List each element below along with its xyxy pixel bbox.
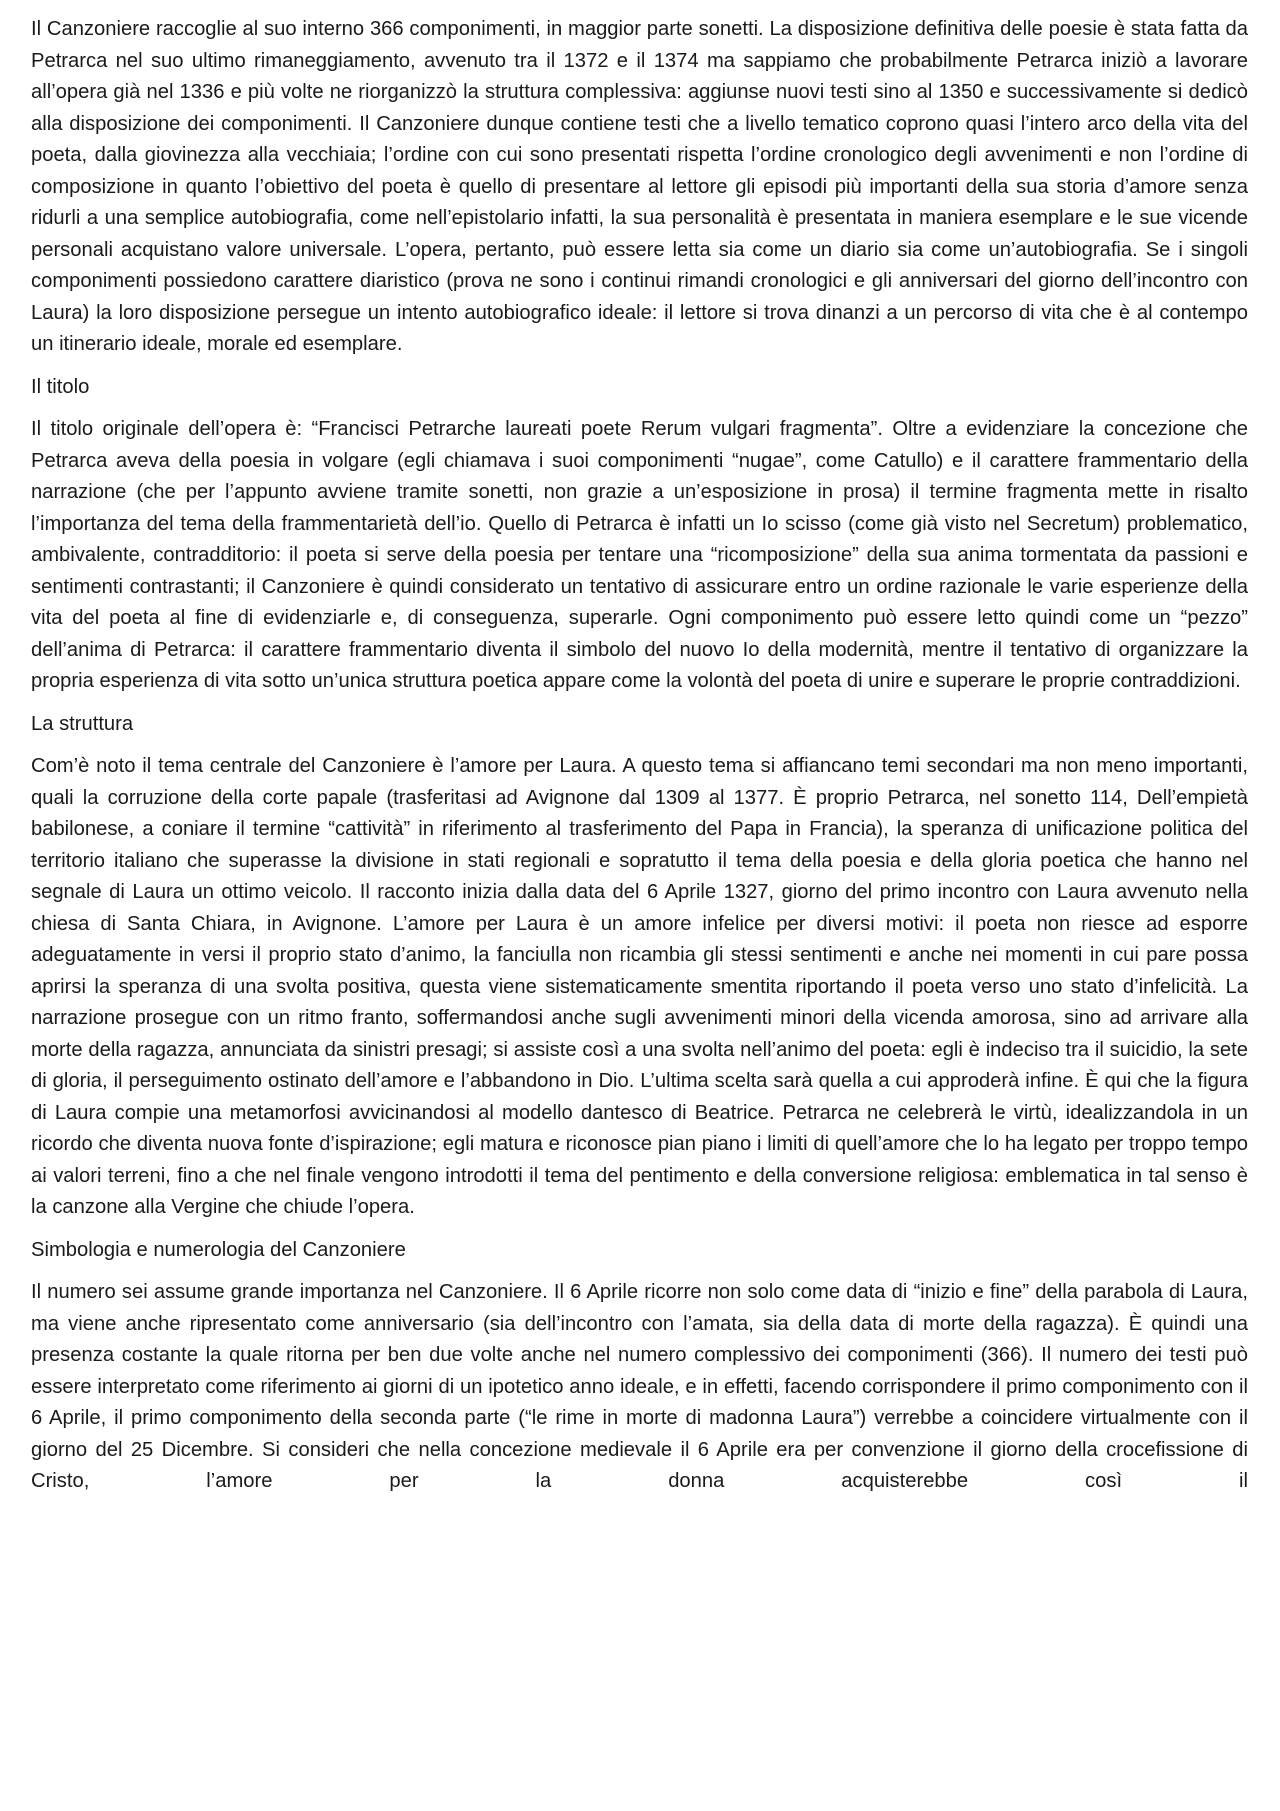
paragraph-simbologia: Il numero sei assume grande importanza nel Canzoniere. Il 6 Aprile ricorre non solo come data di “inizio e fine” della parabola di Laura, ma viene anche ripresentato come anniversario (sia dell’incontro con l’amata, sia della data di morte della ragazza). È quindi una presenza costante la quale ritorna per ben due volte anche nel numero complessivo dei componimenti (366). Il numero dei testi può essere interpretato come riferimento ai giorni di un ipotetico anno ideale, e in effetti, facendo corrispondere il primo componimento con il 6 Aprile, il primo componimento della seconda parte (“le rime in morte di madonna Laura”) verrebbe a coincidere virtualmente con il giorno del 25 Dicembre. Si consideri che nella concezione medievale il 6 Aprile era per convenzione il giorno della crocefissione di Cristo, l’amore per la donna acquisterebbe così il bbox=[31, 1281, 1248, 1492]
document-page bbox=[31, 14, 1248, 1509]
paragraph-intro: Il Canzoniere raccoglie al suo interno 366 componimenti, in maggior parte sonetti. La disposizione definitiva delle poesie è stata fatta da Petrarca nel suo ultimo rimaneggiamento, avvenuto tra il 1372 e il 1374 ma sappiamo che probabilmente Petrarca iniziò a lavorare all’opera già nel 1336 e più volte ne riorganizzò la struttura complessiva: aggiunse nuovi testi sino al 1350 e successivamente si dedicò alla disposizione dei componimenti. Il Canzoniere dunque contiene testi che a livello tematico coprono quasi l’intero arco della vita del poeta, dalla giovinezza alla vecchiaia; l’ordine con cui sono presentati rispetta l’ordine cronologico degli avvenimenti e non l’ordine di composizione in quanto l’obiettivo del poeta è quello di presentare al lettore gli episodi più importanti della sua storia d’amore senza ridurli a una semplice autobiografia, come nell’epistolario infatti, la sua personalità è presentata in maniera esemplare e le sue vicende personali acquistano valore universale. L’opera, pertanto, può essere letta sia come un diario sia come un’autobiografia. Se i singoli componimenti possiedono carattere diaristico (prova ne sono i continui rimandi cronologici e gli anniversari del giorno dell’incontro con Laura) la loro disposizione persegue un intento autobiografico ideale: il lettore si trova dinanzi a un percorso di vita che è al contempo un itinerario ideale, morale ed esemplare. bbox=[31, 18, 1248, 355]
heading-il-titolo: Il titolo bbox=[31, 375, 90, 398]
paragraph-la-struttura: Com’è noto il tema centrale del Canzoniere è l’amore per Laura. A questo tema si affiancano temi secondari ma non meno importanti, quali la corruzione della corte papale (trasferitasi ad Avignone dal 1309 al 1377. È proprio Petrarca, nel sonetto 114, Dell’empietà babilonese, a coniare il termine “cattività” in riferimento al trasferimento del Papa in Francia), la speranza di unificazione politica del territorio italiano che superasse la divisione in stati regionali e sopratutto il tema della poesia e della gloria poetica che hanno nel segnale di Laura un ottimo veicolo. Il racconto inizia dalla data del 6 Aprile 1327, giorno del primo incontro con Laura avvenuto nella chiesa di Santa Chiara, in Avignone. L’amore per Laura è un amore infelice per diversi motivi: il poeta non riesce ad esporre adeguatamente in versi il proprio stato d’animo, la fanciulla non ricambia gli stessi sentimenti e anche nei momenti in cui pare possa aprirsi la speranza di una svolta positiva, questa viene sistematicamente smentita riportando il poeta verso uno stato d’infelicità. La narrazione prosegue con un ritmo franto, soffermandosi anche sugli avvenimenti minori della vicenda amorosa, sino ad arrivare alla morte della ragazza, annunciata da sinistri presagi; si assiste così a una svolta nell’animo del poeta: egli è indeciso tra il suicidio, la sete di gloria, il perseguimento ostinato dell’amore e l’abbandono in Dio. L’ultima scelta sarà quella a cui approderà infine. È qui che la figura di Laura compie una metamorfosi avvicinandosi al modello dantesco di Beatrice. Petrarca ne celebrerà le virtù, idealizzandola in un ricordo che diventa nuova fonte d’ispirazione; egli matura e riconosce pian piano i limiti di quell’amore che lo ha legato per troppo tempo ai valori terreni, fino a che nel finale vengono introdotti il tema del pentimento e della conversione religiosa: emblematica in tal senso è la canzone alla Vergine che chiude l’opera. bbox=[31, 755, 1248, 1218]
heading-simbologia: Simbologia e numerologia del Canzoniere bbox=[31, 1238, 406, 1261]
heading-la-struttura: La struttura bbox=[31, 712, 134, 735]
paragraph-il-titolo: Il titolo originale dell’opera è: “Francisci Petrarche laureati poete Rerum vulgari fragmenta”. Oltre a evidenziare la concezione che Petrarca aveva della poesia in volgare (egli chiamava i suoi componimenti “nugae”, come Catullo) e il carattere frammentario della narrazione (che per l’appunto avviene tramite sonetti, non grazie a un’esposizione in prosa) il termine fragmenta mette in risalto l’importanza del tema della frammentarietà dell’io. Quello di Petrarca è infatti un Io scisso (come già visto nel Secretum) problematico, ambivalente, contradditorio: il poeta si serve della poesia per tentare una “ricomposizione” della sua anima tormentata da passioni e sentimenti contrastanti; il Canzoniere è quindi considerato un tentativo di assicurare entro un ordine razionale le varie esperienze della vita del poeta al fine di evidenziarle e, di conseguenza, superarle. Ogni componimento può essere letto quindi come un “pezzo” dell’anima di Petrarca: il carattere frammentario diventa il simbolo del nuovo Io della modernità, mentre il tentativo di organizzare la propria esperienza di vita sotto un’unica struttura poetica appare come la volontà del poeta di unire e superare le proprie contraddizioni. bbox=[31, 418, 1248, 692]
